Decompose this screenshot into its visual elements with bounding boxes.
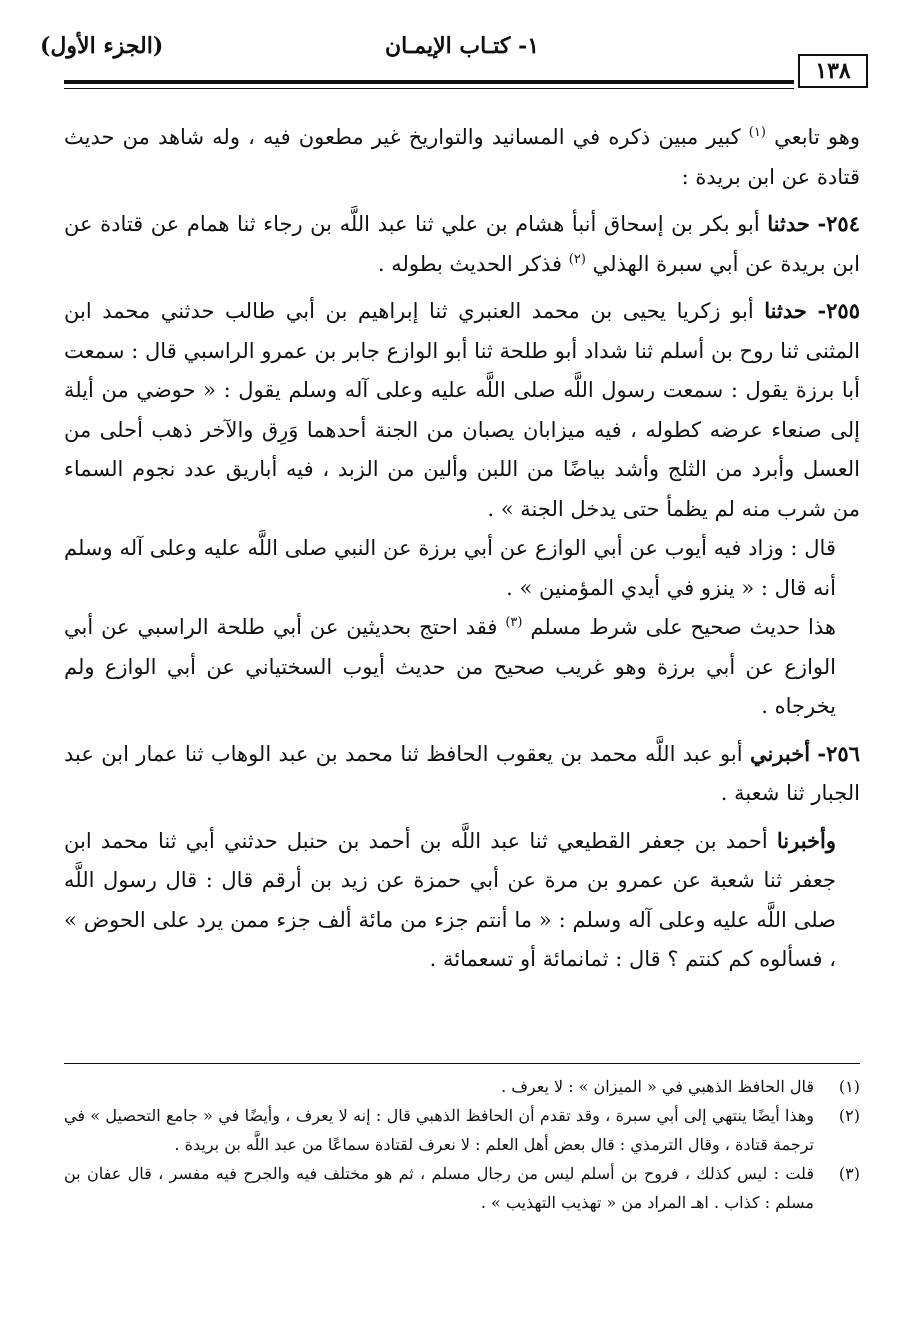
hadith-256 xyxy=(64,734,860,814)
footnote-text: وهذا أيضًا ينتهي إلى أبي سبرة ، وقد تقدم أن الحافظ الذهبي قال : إنه لا يعرف ، وأيضًا في « جامع التحصيل » في ترجمة قتادة ، وقال الترمذي : قال بعض أهل العلم : لا نعرف لقتادة سماعًا من عبد اللَّه بن بريدة . xyxy=(64,1106,814,1154)
narration-lead: أخبرني xyxy=(749,740,811,766)
footnote-text: قلت : ليس كذلك ، فروح بن أسلم ليس من رجال مسلم ، ثم هو مختلف فيه والجرح فيه مفسر ، قال عفان بن مسلم : كذاب . اهـ المراد من « تهذيب التهذيب » . xyxy=(64,1164,814,1212)
hadith-text: أحمد بن جعفر القطيعي ثنا عبد اللَّه بن أحمد بن حنبل حدثني أبي ثنا محمد ابن جعفر ثنا شعبة عن عمرو بن مرة عن أبي حمزة عن زيد بن أرقم قال : قال رسول اللَّه صلى اللَّه عليه وعلى آله وسلم : « ما أنتم جزء من مائة ألف جزء ممن يرد على الحوض » ، فسألوه كم كنتم ؟ قال : ثمانمائة أو تسعمائة . xyxy=(64,828,836,971)
footnote-number: (١) xyxy=(838,1077,860,1096)
grading-text-end: فقد احتج بحديثين عن أبي طلحة الراسبي عن أبي الوازع عن أبي برزة وهو غريب صحيح من حديث أيوب السختياني عن أبي الوازع ولم يخرجاه . xyxy=(64,615,836,718)
narration-lead: حدثنا xyxy=(764,298,807,323)
hadith-text: أبو زكريا يحيى بن محمد العنبري ثنا إبراهيم بن أبي طالب حدثني محمد ابن المثنى ثنا روح بن أسلم ثنا شداد أبو طلحة ثنا أبو الوازع جابر بن عمرو الراسبي قال : سمعت أبا برزة يقول : سمعت رسول اللَّه صلى اللَّه عليه وعلى آله وسلم يقول : « حوضي من أيلة إلى صنعاء عرضه كطوله ، فيه ميزابان يصبان من الجنة أحدهما وَرِق والآخر ذهب أحلى من العسل وأبرد من الثلج وأشد بياضًا من اللبن وألين من الزبد ، فيه أباريق عدد نجوم السماء من شرب منه لم يظمأ حتى يدخل الجنة » . xyxy=(64,299,860,521)
narration-lead: حدثنا xyxy=(767,211,810,236)
intro-text-a: وهو تابعي xyxy=(774,125,860,149)
hadith-number: ٢٥٤- xyxy=(817,211,860,236)
hadith-text-end: فذكر الحديث بطوله . xyxy=(377,251,563,276)
grading-paragraph xyxy=(64,608,860,727)
hadith-254 xyxy=(64,204,860,284)
footnote-1 xyxy=(64,1072,860,1101)
footnote-separator xyxy=(64,1063,860,1064)
qala-paragraph: قال : وزاد فيه أيوب عن أبي الوازع عن أبي برزة عن النبي صلى اللَّه عليه وعلى آله وسلم أنه قال : « ينزو في أيدي المؤمنين » . xyxy=(64,536,836,600)
header-rule-thick xyxy=(64,80,794,84)
footnote-marker-1: (١) xyxy=(748,125,766,140)
footnote-marker-2: (٢) xyxy=(568,251,586,267)
chapter-title: ١- كتـاب الإيمـان xyxy=(384,33,540,59)
footnote-3 xyxy=(64,1159,860,1217)
page-number: ١٣٨ xyxy=(798,54,868,88)
footnote-marker-3: (٣) xyxy=(505,615,523,630)
hadith-number: ٢٥٥- xyxy=(817,298,860,323)
intro-text-b: كبير مبين ذكره في المسانيد والتواريخ غير مطعون فيه ، وله شاهد من حديث قتادة عن ابن بريدة : xyxy=(64,125,860,189)
footnote-2 xyxy=(64,1101,860,1159)
footnote-number: (٢) xyxy=(838,1106,860,1125)
hadith-255 xyxy=(64,291,860,529)
narration-lead: وأخبرنا xyxy=(776,827,836,853)
main-text xyxy=(64,118,860,980)
footnote-text: قال الحافظ الذهبي في « الميزان » : لا يعرف . xyxy=(501,1077,814,1096)
header-rule-thin xyxy=(64,88,794,89)
hadith-number: ٢٥٦- xyxy=(817,740,860,766)
akhbarana-paragraph xyxy=(64,821,860,980)
footnotes xyxy=(64,1072,860,1217)
part-label: (الجزء الأول) xyxy=(40,33,164,59)
hadith-text: أبو بكر بن إسحاق أنبأ هشام بن علي ثنا عبد اللَّه بن رجاء ثنا همام عن قتادة عن ابن بريدة عن أبي سبرة الهذلي xyxy=(64,212,860,276)
hadith-text: أبو عبد اللَّه محمد بن يعقوب الحافظ ثنا محمد بن عبد الوهاب ثنا عمار ابن عبد الجبار ثنا شعبة . xyxy=(64,741,860,805)
grading-text: هذا حديث صحيح على شرط مسلم xyxy=(530,615,836,639)
intro-paragraph xyxy=(64,118,860,197)
footnote-number: (٣) xyxy=(838,1164,860,1183)
